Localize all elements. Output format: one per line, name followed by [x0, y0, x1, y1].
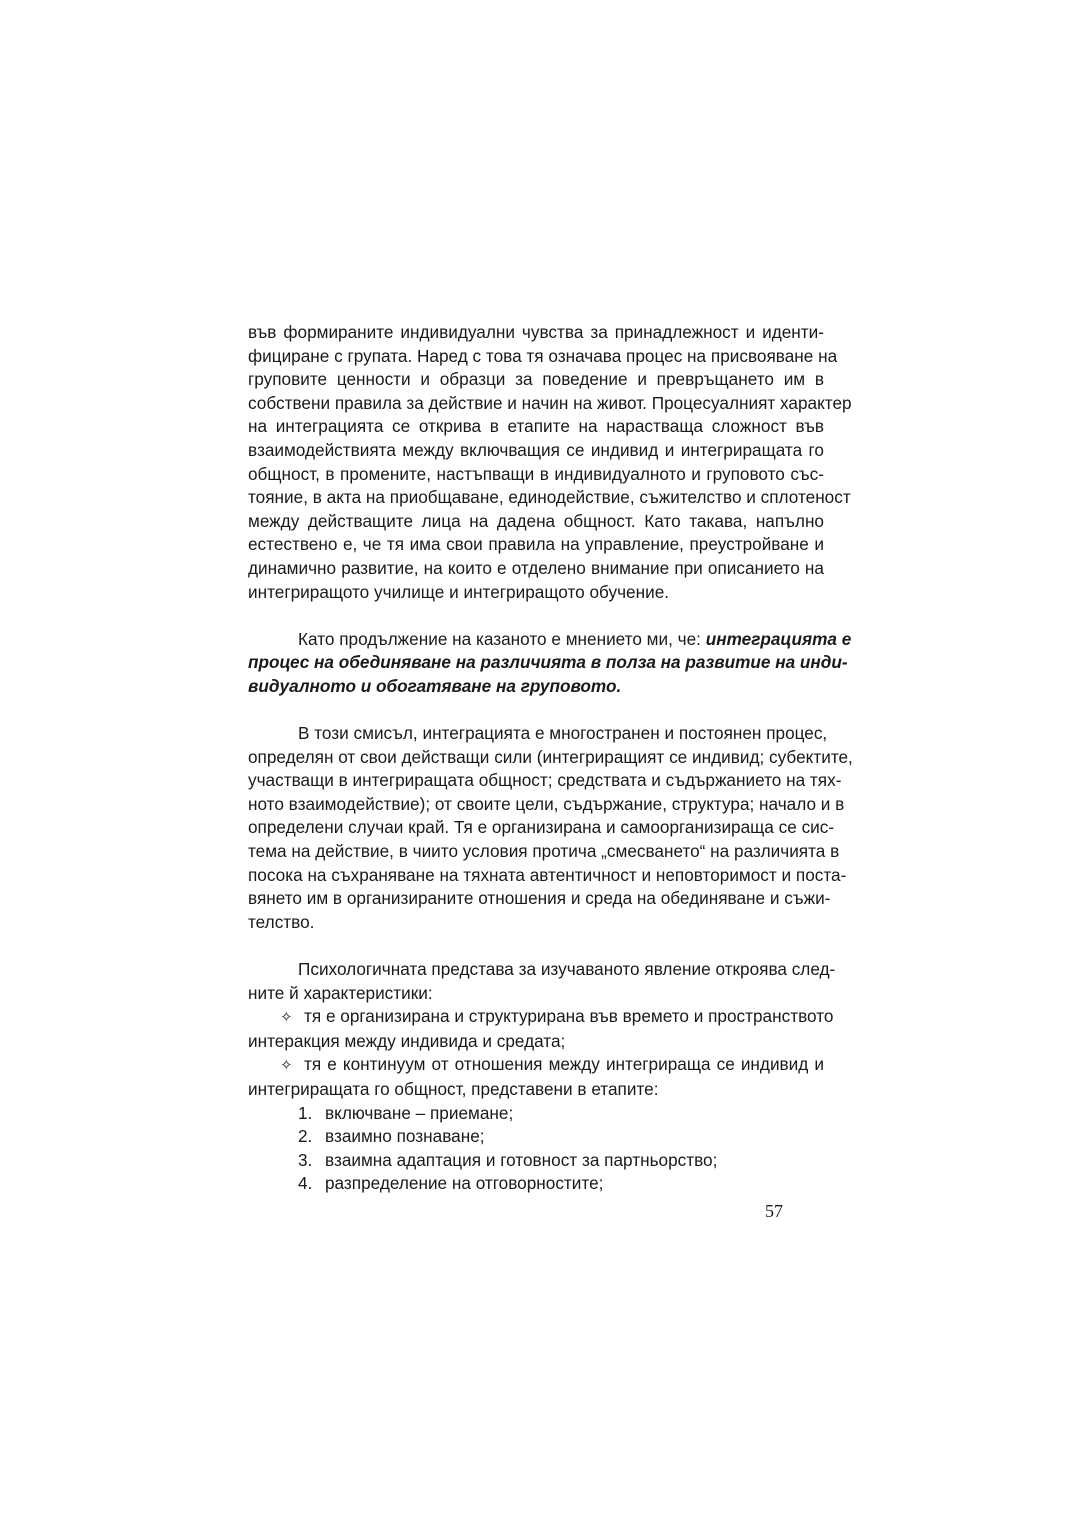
text-line: взаимодействията между включващия се индивид и интегриращата го	[248, 439, 824, 460]
list-item-text: разпределение на отговорностите;	[325, 1173, 604, 1194]
lead-text: Като продължение на казаното е мнението ми, че:	[298, 628, 706, 649]
list-item	[248, 1125, 824, 1149]
text-line: Психологичната представа за изучаваното явление откроява след-	[298, 959, 836, 980]
text-line: ното взаимодействие); от своите цели, съдържание, структура; начало и в	[248, 793, 845, 814]
bullet-item	[248, 1053, 824, 1101]
text-line: телство.	[248, 911, 315, 932]
paragraph-1	[248, 321, 852, 604]
text-line: общност, в промените, настъпващи в индивидуалното и груповото със-	[248, 463, 824, 484]
text-line: динамично развитие, на които е отделено внимание при описанието на	[248, 557, 824, 578]
text-line: на интеграцията се открива в етапите на нарастваща сложност във	[248, 416, 824, 437]
text-line: интегриращото училище и интегриращото обучение.	[248, 581, 670, 602]
list-number: 1.	[298, 1102, 313, 1123]
text-line: определян от свои действащи сили (интегриращият се индивид; субектите,	[248, 746, 853, 767]
emphasis-line: видуалното и обогатяване на груповото.	[248, 675, 622, 696]
sparkle-bullet-icon: ✧	[280, 1008, 293, 1027]
text-line: ✧ тя е континуум от отношения между интегрираща се индивид и	[248, 1053, 824, 1078]
paragraph-4	[248, 958, 836, 1005]
text-line: във формираните индивидуални чувства за принадлежност и иденти-	[248, 322, 824, 342]
text-line: интегриращата го общност, представени в етапите:	[248, 1079, 659, 1099]
text-line: ✧ тя е организирана и структурирана във времето и пространството	[248, 1005, 824, 1030]
text-line: участващи в интегриращата общност; средствата и съдържанието на тях-	[248, 770, 842, 791]
list-item	[248, 1172, 824, 1196]
text-line: тояние, в акта на приобщаване, единодействие, съжителство и сплотеност	[248, 487, 851, 508]
list-number: 4.	[298, 1173, 313, 1194]
paragraph-3	[248, 722, 853, 934]
bullet-list	[248, 1005, 834, 1101]
list-number: 2.	[298, 1126, 313, 1147]
text-line: интеракция между индивида и средата;	[248, 1030, 566, 1051]
numbered-list	[248, 1102, 824, 1196]
emphasis-line: процес на обединяване на различията в полза на развитие на инди-	[248, 652, 848, 673]
list-number: 3.	[298, 1149, 313, 1170]
list-item	[248, 1149, 824, 1173]
sparkle-bullet-icon: ✧	[280, 1056, 293, 1075]
list-item	[248, 1102, 824, 1126]
list-item-text: взаимно познаване;	[325, 1126, 485, 1147]
text-line: фициране с групата. Наред с това тя означава процес на присвояване на	[248, 345, 838, 366]
text-line: груповите ценности и образци за поведение и превръщането им в	[248, 369, 824, 390]
paragraph-2	[248, 628, 852, 699]
list-item-text: включване – приемане;	[325, 1102, 514, 1123]
text-line: между действащите лица на дадена общност. Като такава, напълно	[248, 510, 824, 531]
text-line: вянето им в организираните отношения и среда на обединяване и съжи-	[248, 888, 831, 909]
emphasis-text: интеграцията е	[705, 628, 852, 649]
text-line: естествено е, че тя има свои правила на управление, преустройване и	[248, 534, 824, 555]
text-line: посока на съхраняване на тяхната автентичност и неповторимост и поста-	[248, 864, 847, 885]
text-line: В този смисъл, интеграцията е многостранен и постоянен процес,	[298, 723, 828, 744]
page-number: 57	[765, 1201, 783, 1221]
text-line: ните й характеристики:	[248, 982, 433, 1003]
text-line	[248, 628, 852, 652]
text-line: тема на действие, в чиито условия протича „смесването“ на различията в	[248, 841, 840, 862]
bullet-item	[248, 1005, 834, 1053]
list-item-text: взаимна адаптация и готовност за партньорство;	[325, 1149, 718, 1170]
text-line: определени случаи край. Тя е организирана и самоорганизираща се сис-	[248, 817, 835, 838]
text-line: собствени правила за действие и начин на живот. Процесуалният характер	[248, 392, 852, 413]
page-body	[248, 321, 853, 1196]
